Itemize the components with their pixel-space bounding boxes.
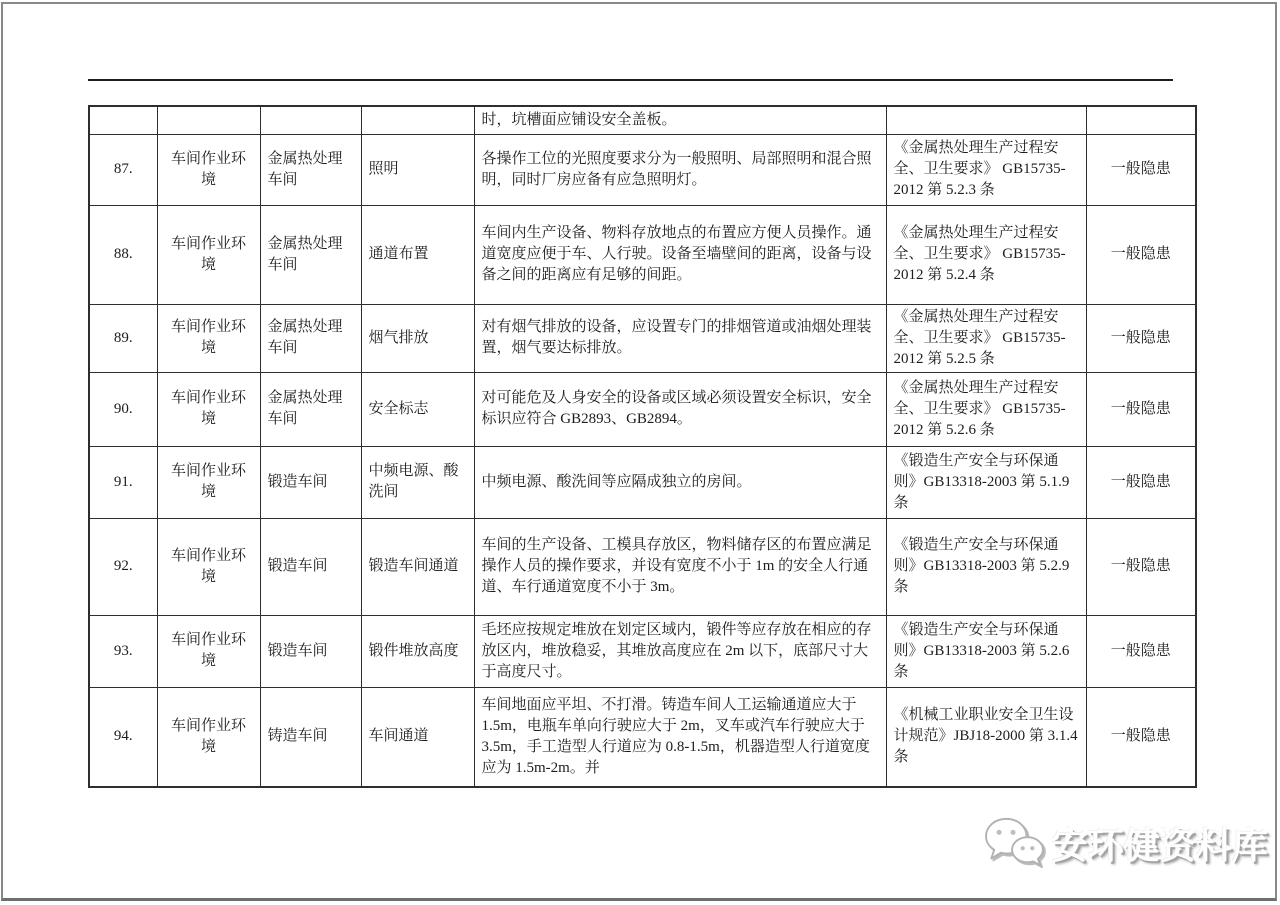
table-row bbox=[89, 134, 1196, 205]
cell-reference: 《金属热处理生产过程安全、卫生要求》 GB15735-2012 第 5.2.3 条 bbox=[886, 134, 1086, 205]
cell-level bbox=[1086, 106, 1196, 134]
cell-no bbox=[89, 106, 157, 134]
cell-no: 92. bbox=[89, 518, 157, 615]
cell-workshop: 铸造车间 bbox=[260, 687, 361, 787]
cell-no: 94. bbox=[89, 687, 157, 787]
cell-workshop: 锻造车间 bbox=[260, 446, 361, 518]
cell-description: 车间内生产设备、物料存放地点的布置应方便人员操作。通道宽度应便于车、人行驶。设备至墙壁间的距离，设备与设备之间的距离应有足够的间距。 bbox=[474, 205, 886, 304]
cell-workshop: 金属热处理车间 bbox=[260, 134, 361, 205]
cell-reference bbox=[886, 106, 1086, 134]
cell-level: 一般隐患 bbox=[1086, 205, 1196, 304]
cell-category: 车间作业环境 bbox=[157, 372, 260, 446]
cell-category: 车间作业环境 bbox=[157, 518, 260, 615]
cell-category: 车间作业环境 bbox=[157, 205, 260, 304]
cell-reference: 《金属热处理生产过程安全、卫生要求》 GB15735-2012 第 5.2.4 条 bbox=[886, 205, 1086, 304]
cell-item bbox=[361, 106, 474, 134]
cell-item: 锻件堆放高度 bbox=[361, 615, 474, 687]
cell-no: 87. bbox=[89, 134, 157, 205]
cell-level: 一般隐患 bbox=[1086, 304, 1196, 372]
cell-description: 对有烟气排放的设备，应设置专门的排烟管道或油烟处理装置，烟气要达标排放。 bbox=[474, 304, 886, 372]
cell-item: 烟气排放 bbox=[361, 304, 474, 372]
cell-description: 时，坑槽面应铺设安全盖板。 bbox=[474, 106, 886, 134]
cell-item: 车间通道 bbox=[361, 687, 474, 787]
cell-no: 93. bbox=[89, 615, 157, 687]
table-row bbox=[89, 518, 1196, 615]
table-row bbox=[89, 106, 1196, 134]
cell-category: 车间作业环境 bbox=[157, 446, 260, 518]
cell-no: 91. bbox=[89, 446, 157, 518]
table-row bbox=[89, 446, 1196, 518]
cell-workshop: 金属热处理车间 bbox=[260, 304, 361, 372]
cell-workshop: 金属热处理车间 bbox=[260, 205, 361, 304]
cell-item: 安全标志 bbox=[361, 372, 474, 446]
cell-reference: 《机械工业职业安全卫生设计规范》JBJ18-2000 第 3.1.4 条 bbox=[886, 687, 1086, 787]
cell-description: 车间的生产设备、工模具存放区，物料储存区的布置应满足操作人员的操作要求，并设有宽度不小于 1m 的安全人行通道、车行通道宽度不小于 3m。 bbox=[474, 518, 886, 615]
cell-level: 一般隐患 bbox=[1086, 446, 1196, 518]
cell-level: 一般隐患 bbox=[1086, 518, 1196, 615]
cell-item: 锻造车间通道 bbox=[361, 518, 474, 615]
cell-level: 一般隐患 bbox=[1086, 615, 1196, 687]
hazard-audit-table bbox=[88, 105, 1197, 788]
cell-item: 照明 bbox=[361, 134, 474, 205]
cell-reference: 《锻造生产安全与环保通则》GB13318-2003 第 5.1.9 条 bbox=[886, 446, 1086, 518]
header-rule bbox=[88, 79, 1173, 81]
cell-reference: 《锻造生产安全与环保通则》GB13318-2003 第 5.2.9 条 bbox=[886, 518, 1086, 615]
cell-workshop bbox=[260, 106, 361, 134]
cell-no: 88. bbox=[89, 205, 157, 304]
table-row bbox=[89, 372, 1196, 446]
cell-description: 各操作工位的光照度要求分为一般照明、局部照明和混合照明，同时厂房应备有应急照明灯。 bbox=[474, 134, 886, 205]
cell-item: 通道布置 bbox=[361, 205, 474, 304]
watermark bbox=[983, 816, 1268, 870]
cell-category: 车间作业环境 bbox=[157, 134, 260, 205]
cell-level: 一般隐患 bbox=[1086, 687, 1196, 787]
cell-description: 中频电源、酸洗间等应隔成独立的房间。 bbox=[474, 446, 886, 518]
cell-reference: 《金属热处理生产过程安全、卫生要求》 GB15735-2012 第 5.2.6 条 bbox=[886, 372, 1086, 446]
cell-workshop: 锻造车间 bbox=[260, 518, 361, 615]
cell-item: 中频电源、酸洗间 bbox=[361, 446, 474, 518]
cell-description: 车间地面应平坦、不打滑。铸造车间人工运输通道应大于 1.5m，电瓶车单向行驶应大于 2m，叉车或汽车行驶应大于 3.5m，手工造型人行道应为 0.8-1.5m，机器造型人行道宽度应为 1.5m-2m。并 bbox=[474, 687, 886, 787]
cell-no: 90. bbox=[89, 372, 157, 446]
watermark-text: 安环健资料库 bbox=[1052, 825, 1269, 866]
cell-no: 89. bbox=[89, 304, 157, 372]
cell-reference: 《金属热处理生产过程安全、卫生要求》 GB15735-2012 第 5.2.5 条 bbox=[886, 304, 1086, 372]
cell-level: 一般隐患 bbox=[1086, 372, 1196, 446]
table-body bbox=[89, 106, 1196, 787]
cell-category: 车间作业环境 bbox=[157, 615, 260, 687]
cell-description: 对可能危及人身安全的设备或区域必须设置安全标识，安全标识应符合 GB2893、GB2894。 bbox=[474, 372, 886, 446]
cell-level: 一般隐患 bbox=[1086, 134, 1196, 205]
table-row bbox=[89, 304, 1196, 372]
cell-reference: 《锻造生产安全与环保通则》GB13318-2003 第 5.2.6 条 bbox=[886, 615, 1086, 687]
cell-category: 车间作业环境 bbox=[157, 304, 260, 372]
cell-workshop: 金属热处理车间 bbox=[260, 372, 361, 446]
wechat-icon bbox=[983, 816, 1045, 870]
table-row bbox=[89, 205, 1196, 304]
table-row bbox=[89, 615, 1196, 687]
table-row bbox=[89, 687, 1196, 787]
cell-description: 毛坯应按规定堆放在划定区域内，锻件等应存放在相应的存放区内，堆放稳妥，其堆放高度应在 2m 以下，底部尺寸大于高度尺寸。 bbox=[474, 615, 886, 687]
cell-category: 车间作业环境 bbox=[157, 687, 260, 787]
cell-category bbox=[157, 106, 260, 134]
cell-workshop: 锻造车间 bbox=[260, 615, 361, 687]
